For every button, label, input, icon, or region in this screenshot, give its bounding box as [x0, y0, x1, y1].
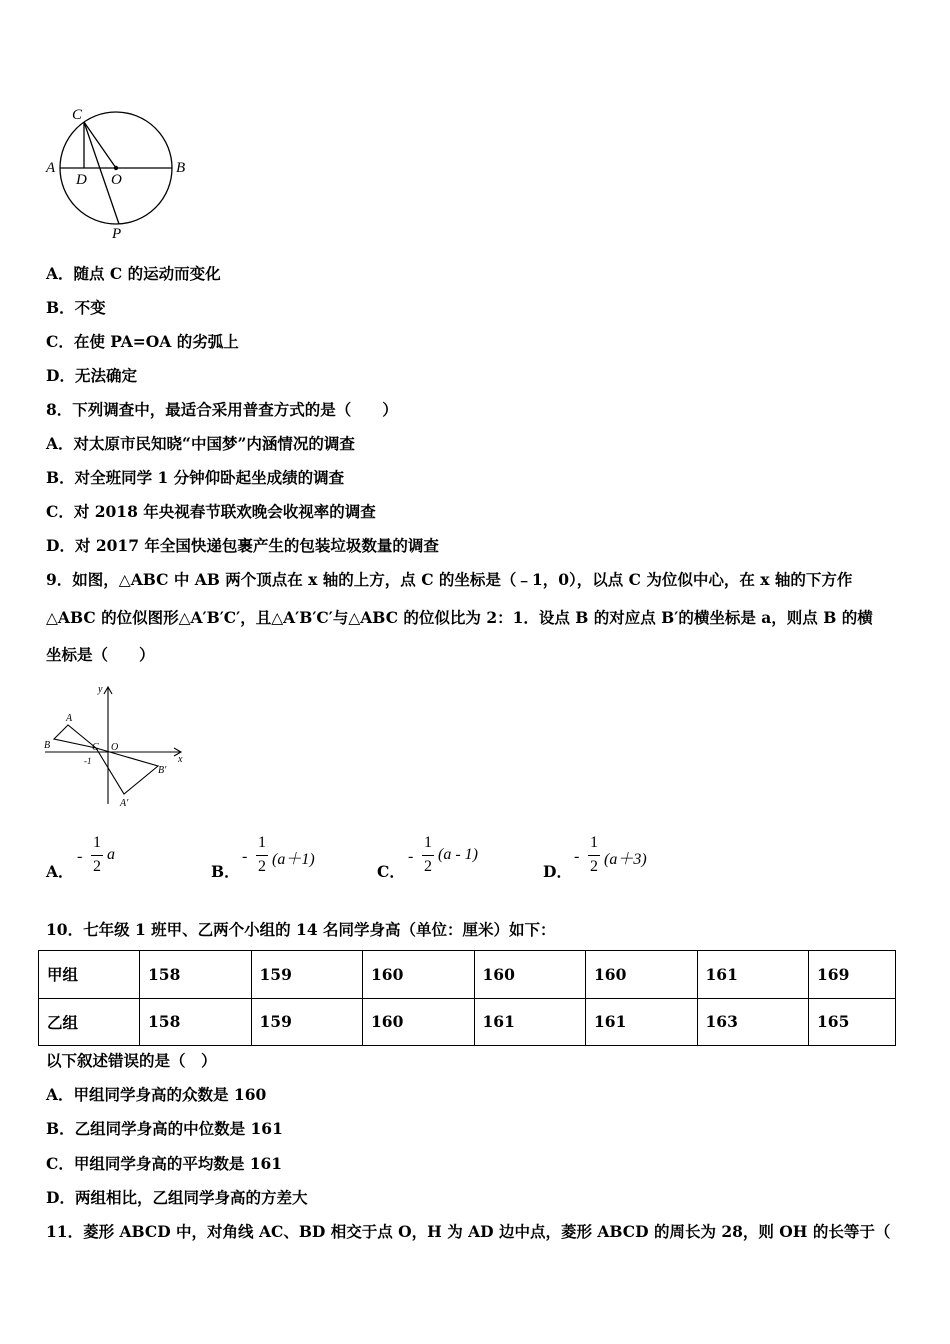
table-row	[39, 998, 896, 1046]
label-o: O	[111, 742, 119, 753]
q9-option-d-label: D．	[543, 862, 572, 881]
q9-option-c-denominator: 2	[424, 858, 432, 875]
q9-option-a-denominator: 2	[93, 858, 101, 875]
q9-stem-line2: △ABC 的位似图形△A′B′C′，且△A′B′C′与△ABC 的位似比为 2：1．设点 B 的对应点 B′的横坐标是 a，则点 B 的横	[46, 608, 873, 627]
table-cell: 161	[697, 951, 809, 999]
q10-option-d: D．两组相比，乙组同学身高的方差大	[46, 1188, 308, 1207]
label-x: x	[178, 754, 183, 765]
q9-option-b-numerator: 1	[258, 834, 266, 851]
q10-option-a: A．甲组同学身高的众数是 160	[46, 1085, 267, 1104]
q8-option-c: C．对 2018 年央视春节联欢晚会收视率的调查	[46, 502, 376, 521]
label-p: P	[112, 226, 122, 242]
q8-option-a: A．对太原市民知晓“中国梦”内涵情况的调查	[46, 434, 355, 453]
label-y: y	[98, 684, 103, 695]
heights-table	[38, 950, 896, 1046]
table-cell: 159	[251, 998, 363, 1046]
label-c: C	[72, 107, 83, 123]
q9-stem-line1: 9．如图，△ABC 中 AB 两个顶点在 x 轴的上方，点 C 的坐标是（﹣1，0），以点 C 为位似中心，在 x 轴的下方作	[46, 570, 853, 589]
q9-option-a-term: a	[107, 846, 115, 863]
point-o	[114, 166, 118, 170]
table-cell: 169	[809, 951, 896, 999]
q8-option-b: B．对全班同学 1 分钟仰卧起坐成绩的调查	[46, 468, 345, 487]
table-cell: 163	[697, 998, 809, 1046]
coordinate-figure	[40, 682, 190, 812]
q9-option-a-label: A．	[46, 862, 74, 881]
q7-option-c: C．在使 PA=OA 的劣弧上	[46, 332, 239, 351]
table-cell: 160	[474, 951, 586, 999]
table-cell: 158	[140, 998, 252, 1046]
q11-stem: 11．菱形 ABCD 中，对角线 AC、BD 相交于点 O，H 为 AD 边中点，菱形 ABCD 的周长为 28，则 OH 的长等于（	[46, 1222, 891, 1241]
label-neg1: -1	[84, 756, 92, 766]
q9-option-d-minus: -	[574, 848, 580, 865]
q9-option-b-minus: -	[242, 848, 248, 865]
q10-option-b: B．乙组同学身高的中位数是 161	[46, 1119, 283, 1138]
table-cell: 161	[586, 998, 698, 1046]
q9-option-d-denominator: 2	[590, 858, 598, 875]
label-c: C	[92, 742, 99, 753]
q9-stem-line3: 坐标是（ ）	[46, 645, 155, 664]
q8-stem: 8．下列调查中，最适合采用普查方式的是（ ）	[46, 400, 398, 419]
label-a-prime: A′	[120, 798, 129, 809]
table-row	[39, 951, 896, 999]
q9-option-c-numerator: 1	[424, 834, 432, 851]
q9-option-c-label: C．	[377, 862, 405, 881]
q9-option-a-minus: -	[77, 848, 83, 865]
label-a: A	[46, 160, 56, 176]
label-b-prime: B′	[158, 765, 167, 776]
q10-stem: 10．七年级 1 班甲、乙两个小组的 14 名同学身高（单位：厘米）如下：	[46, 920, 556, 939]
triangle-apbpcp	[96, 748, 158, 794]
q9-option-b-denominator: 2	[258, 858, 266, 875]
q9-option-c-term: (a - 1)	[438, 846, 478, 863]
q9-option-b-term: (a＋1)	[272, 851, 315, 868]
segment-co	[84, 122, 116, 168]
table-cell: 165	[809, 998, 896, 1046]
table-cell: 161	[474, 998, 586, 1046]
q7-option-d: D．无法确定	[46, 366, 137, 385]
label-o: O	[111, 172, 122, 188]
q8-option-d: D．对 2017 年全国快递包裹产生的包装垃圾数量的调查	[46, 536, 439, 555]
label-b: B	[176, 160, 186, 176]
table-cell: 160	[363, 951, 475, 999]
q10-question: 以下叙述错误的是（ ）	[46, 1051, 217, 1070]
table-cell: 甲组	[39, 951, 140, 999]
q9-option-d-term: (a＋3)	[604, 851, 647, 868]
label-b: B	[44, 740, 51, 751]
label-a: A	[66, 713, 73, 724]
table-cell: 158	[140, 951, 252, 999]
table-cell: 160	[586, 951, 698, 999]
circle-figure	[40, 100, 200, 245]
q9-option-d-numerator: 1	[590, 834, 598, 851]
table-cell: 159	[251, 951, 363, 999]
q7-option-a: A．随点 C 的运动而变化	[46, 264, 221, 283]
q7-option-b: B．不变	[46, 298, 106, 317]
q9-option-c-minus: -	[408, 848, 414, 865]
q9-option-a-numerator: 1	[93, 834, 101, 851]
q10-option-c: C．甲组同学身高的平均数是 161	[46, 1154, 283, 1173]
label-d: D	[76, 172, 87, 188]
q9-option-b-label: B．	[211, 862, 240, 881]
table-cell: 160	[363, 998, 475, 1046]
triangle-abc	[54, 725, 96, 748]
table-cell: 乙组	[39, 998, 140, 1046]
